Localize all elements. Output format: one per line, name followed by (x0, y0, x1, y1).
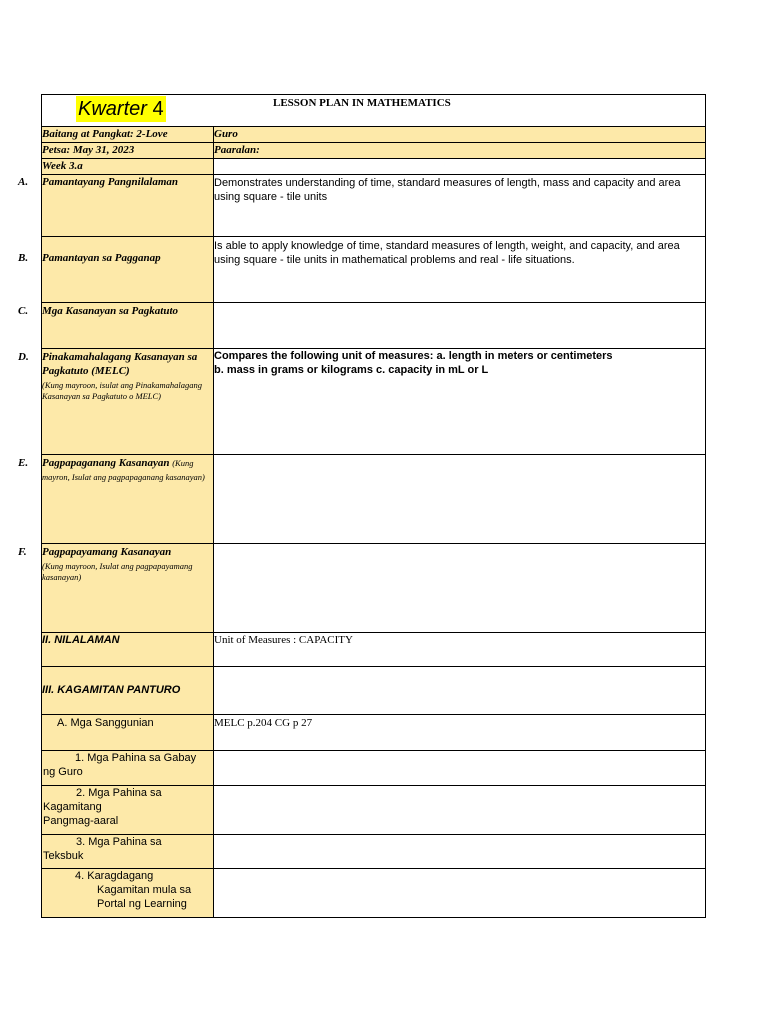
melc-line-1: Compares the following unit of measures: a. length in meters or centimeters (214, 350, 613, 362)
info-row (42, 143, 706, 159)
info-row (42, 159, 706, 175)
section-row-d (42, 349, 706, 455)
sanggunian-label: A. Mga Sanggunian (42, 715, 214, 751)
sub-item-row-2 (42, 786, 706, 835)
kagamitan-value (214, 667, 706, 715)
melc-line-2: b. mass in grams or kilograms c. capacity in mL or L (214, 364, 489, 376)
section-label-e: E. Pagpapaganang Kasanayan (Kung mayron, Isulat ang pagpapaganang kasanayan) (42, 455, 214, 544)
sub-item-value-4 (214, 869, 706, 918)
kagamitan-row (42, 667, 706, 715)
week-cell: Week 3.a (42, 159, 214, 175)
week-value-cell (214, 159, 706, 175)
sub-item-label-2: 2. Mga Pahina sa Kagamitang Pangmag-aaral (42, 786, 214, 835)
sub-item-value-3 (214, 835, 706, 869)
lesson-plan-table (18, 94, 706, 918)
section-value-b: Is able to apply knowledge of time, standard measures of length, weight, and capacity, and area using square - tile units in mathematical problems and real - life situations. (214, 237, 706, 303)
sub-item-row-1 (42, 751, 706, 786)
grade-section-cell: Baitang at Pangkat: 2-Love (42, 127, 214, 143)
section-label-c: C. Mga Kasanayan sa Pagkatuto (42, 303, 214, 349)
sub-item-label-4: 4. Karagdagang Kagamitan mula sa Portal ng Learning (42, 869, 214, 918)
page-title: LESSON PLAN IN MATHEMATICS (273, 97, 451, 109)
sub-item-label-1: 1. Mga Pahina sa Gabay ng Guro (42, 751, 214, 786)
sanggunian-row (42, 715, 706, 751)
teacher-cell: Guro (214, 127, 706, 143)
section-label-f: F. Pagpapayamang Kasanayan (Kung mayroon, Isulat ang pagpapayamang kasanayan) (42, 544, 214, 633)
section-value-f (214, 544, 706, 633)
section-value-d (214, 349, 706, 455)
section-value-c (214, 303, 706, 349)
header-row (42, 95, 706, 127)
kwarter-label: Kwarter 4 (78, 98, 164, 120)
section-row-e (42, 455, 706, 544)
nilalaman-value: Unit of Measures : CAPACITY (214, 633, 706, 667)
sub-item-row-3 (42, 835, 706, 869)
date-cell: Petsa: May 31, 2023 (42, 143, 214, 159)
sub-item-value-1 (214, 751, 706, 786)
info-row (42, 127, 706, 143)
section-row-f (42, 544, 706, 633)
section-label-b: B. Pamantayan sa Pagganap (42, 237, 214, 303)
sanggunian-value: MELC p.204 CG p 27 (214, 715, 706, 751)
nilalaman-label: II. NILALAMAN (42, 633, 214, 667)
section-value-a: Demonstrates understanding of time, standard measures of length, mass and capacity and area using square - tile units (214, 175, 706, 237)
sub-item-row-4 (42, 869, 706, 918)
section-label-d: D. Pinakamahalagang Kasanayan sa Pagkatuto (MELC) (Kung mayroon, isulat ang Pinakamahalagang Kasanayan sa Pagkatuto o MELC) (42, 349, 214, 455)
school-cell: Paaralan: (214, 143, 706, 159)
sub-item-label-3: 3. Mga Pahina sa Teksbuk (42, 835, 214, 869)
section-row-a (42, 175, 706, 237)
kagamitan-label: III. KAGAMITAN PANTURO (42, 667, 214, 715)
sub-item-value-2 (214, 786, 706, 835)
section-row-b (42, 237, 706, 303)
header-cell (42, 95, 706, 127)
nilalaman-row (42, 633, 706, 667)
section-row-c (42, 303, 706, 349)
section-value-e (214, 455, 706, 544)
section-label-a: A. Pamantayang Pangnilalaman (42, 175, 214, 237)
